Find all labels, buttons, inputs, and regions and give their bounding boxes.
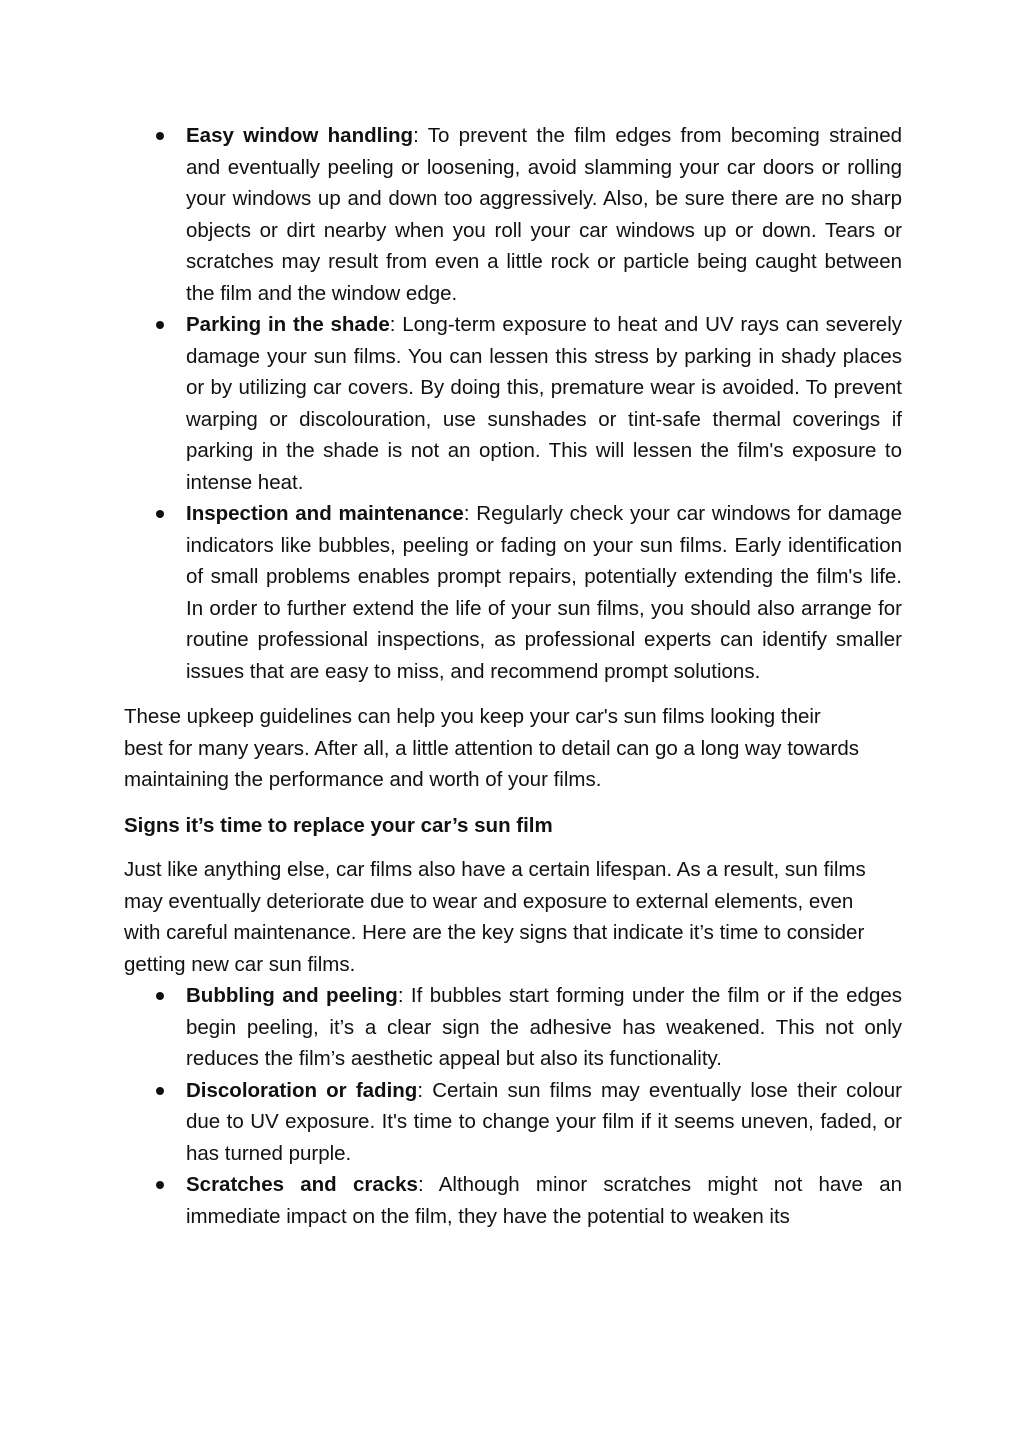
maintenance-tips-list <box>124 120 902 687</box>
bullet-icon <box>156 132 164 140</box>
list-item-term: Easy window handling <box>186 124 414 147</box>
list-item <box>124 1075 902 1170</box>
bullet-icon <box>156 1087 164 1095</box>
list-item-term: Discoloration or fading <box>186 1078 418 1102</box>
replacement-signs-list <box>124 980 902 1232</box>
list-item <box>124 498 902 687</box>
bullet-icon <box>156 992 164 1000</box>
list-item-text: : To prevent the film edges from becoming strained and eventually peeling or loosening, avoid slamming your car doors or rolling your windows up and down too aggressively. Also, be sure there are no sharp objects or dirt nearby when you roll your car windows up or down. Tears or scratches may result from even a little rock or particle being caught between the film and the window edge. <box>186 124 903 305</box>
intro-paragraph: Just like anything else, car films also have a certain lifespan. As a result, sun films may eventually deteriorate due to wear and exposure to external elements, even with careful maintenance. Here are the key signs that indicate it’s time to consider getting new car sun films. <box>124 858 866 976</box>
list-item-text: : Regularly check your car windows for damage indicators like bubbles, peeling or fading on your sun films. Early identification of small problems enables prompt repairs, potentially extending the film's life. In order to further extend the life of your sun films, you should also arrange for routine professional inspections, as professional experts can identify smaller issues that are easy to miss, and recommend prompt solutions. <box>186 502 902 683</box>
bullet-icon <box>156 1181 164 1189</box>
list-item-text: : If bubbles start forming under the film or if the edges begin peeling, it’s a clear sign the adhesive has weakened. This not only reduces the film’s aesthetic appeal but also its functionality. <box>186 984 903 1070</box>
summary-paragraph: These upkeep guidelines can help you keep your car's sun films looking their best for many years. After all, a little attention to detail can go a long way towards maintaining the performance and worth of your films. <box>124 705 859 791</box>
bullet-icon <box>156 510 164 518</box>
list-item-term: Inspection and maintenance <box>186 502 464 525</box>
document-page <box>124 120 902 1232</box>
list-item <box>124 980 902 1075</box>
list-item-text: : Certain sun films may eventually lose their colour due to UV exposure. It's time to change your film if it seems uneven, faded, or has turned purple. <box>186 1078 903 1165</box>
list-item-text: : Although minor scratches might not have an immediate impact on the film, they have the potential to weaken its <box>186 1173 903 1228</box>
bullet-icon <box>156 321 164 329</box>
section-heading: Signs it’s time to replace your car’s sun film <box>124 813 553 837</box>
list-item <box>124 120 902 309</box>
list-item <box>124 1169 902 1232</box>
list-item-term: Parking in the shade <box>186 313 390 336</box>
list-item-term: Bubbling and peeling <box>186 984 398 1007</box>
list-item-term: Scratches and cracks <box>186 1173 418 1196</box>
list-item-text: : Long-term exposure to heat and UV rays can severely damage your sun films. You can lessen this stress by parking in shady places or by utilizing car covers. By doing this, premature wear is avoided. To prevent warping or discolouration, use sunshades or tint-safe thermal coverings if parking in the shade is not an option. This will lessen the film's exposure to intense heat. <box>186 313 902 494</box>
list-item <box>124 309 902 498</box>
